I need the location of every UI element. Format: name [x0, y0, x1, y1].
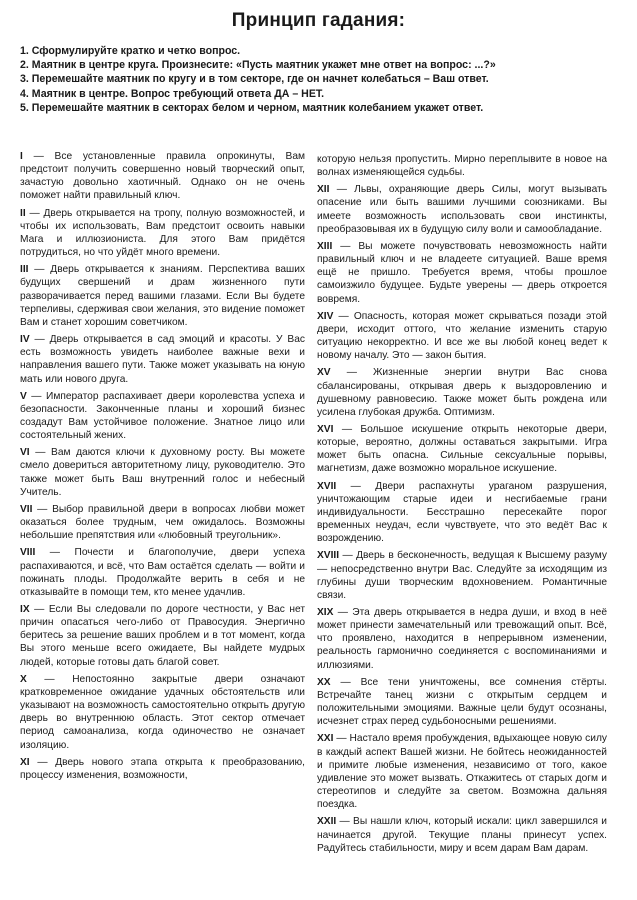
arcana-paragraph — [20, 546, 305, 599]
arcana-paragraph — [317, 366, 607, 419]
arcana-number: XVIII — [317, 550, 340, 562]
left-column — [20, 150, 305, 786]
arcana-text: — Большое искушение открыть некоторые двери, которые, вероятно, должны оставаться закрытыми. Игра может быть опасна. Сильные сексуальные порывы, магнетизм, даже возможно моральное искушение. — [317, 423, 607, 475]
arcana-number: X — [20, 673, 27, 685]
arcana-text: — Если Вы следовали по дороге честности, у Вас нет причин опасаться чего-либо от Правосудия. Энергично беритесь за решение ваших проблем и в тот момент, когда Вы этого меньше всего ожидаете, Вы найдете мудрых людей, которые готовы дать благой совет. — [20, 604, 305, 668]
step-item: 1. Сформулируйте кратко и четко вопрос. — [20, 45, 241, 57]
arcana-paragraph — [317, 310, 607, 363]
arcana-text: — Император распахивает двери королевства успеха и безопасности. Законченные планы и хороший бизнес создадут Вам устойчивое положение. Знатное лицо или состоятельный жених. — [20, 390, 305, 442]
arcana-text: — Дверь открывается в сад эмоций и красоты. У Вас есть возможность увидеть наиболее важные вехи и направления вашего пути. Также может указывать на юную мать или нового друга. — [20, 334, 305, 385]
arcana-paragraph — [317, 423, 607, 476]
arcana-paragraph — [317, 240, 607, 306]
arcana-paragraph — [317, 549, 607, 602]
instruction-steps — [20, 44, 620, 115]
arcana-text: — Дверь нового этапа открыта к преобразованию, процессу изменения, возможности, — [20, 756, 305, 781]
arcana-paragraph — [317, 480, 607, 546]
arcana-number: VII — [20, 503, 33, 515]
step-item: 3. Перемешайте маятник по кругу и в том секторе, где он начнет колебаться – Ваш ответ. — [20, 73, 489, 86]
arcana-paragraph — [317, 732, 607, 811]
arcana-paragraph — [20, 603, 305, 669]
arcana-number: XII — [317, 184, 330, 196]
arcana-paragraph — [317, 815, 607, 854]
arcana-text: — Все установленные правила опрокинуты, Вам предстоит получить совершенно новый творческий опыт, зачастую довольно хаотичный. Однако он не очень поможет найти правильный ключ. — [20, 151, 305, 202]
arcana-number: V — [20, 390, 27, 402]
arcana-number: II — [20, 207, 26, 219]
arcana-paragraph — [317, 606, 607, 672]
arcana-text: — Опасность, которая может скрываться позади этой двери, исходит оттого, что желание изменить старую ситуацию некорректно. И все же вы любой конец ведет к новому началу. Это — закон бытия. — [317, 310, 607, 362]
arcana-paragraph — [20, 333, 305, 386]
arcana-paragraph — [317, 676, 607, 729]
arcana-paragraph — [20, 150, 305, 203]
arcana-number: III — [20, 264, 29, 276]
arcana-text: — Вы можете почувствовать невозможность найти правильный ключ и не владеете ситуацией. Ваше время ещё не пришло. Требуется время, чтобы прошлое самоизжило будущее. Будьте уверены — дверь откроется вовремя. — [317, 240, 607, 305]
arcana-number: XVI — [317, 423, 334, 435]
arcana-number: XV — [317, 367, 331, 379]
page-title: Принцип гадания: — [231, 10, 406, 31]
arcana-text: — Жизненные энергии внутри Вас снова сбалансированы, открывая дверь к выздоровлению и душевному равновесию. Также может быть рождена или усилена глубокая дружба. Оптимизм. — [317, 367, 607, 418]
arcana-number: I — [20, 151, 23, 162]
step-item: 2. Маятник в центре круга. Произнесите: «Пусть маятник укажет мне ответ на вопрос: ...?» — [20, 59, 496, 72]
arcana-text: — Дверь открывается на тропу, полную возможностей, и чтобы их использовать, Вам предстоит освоить навыки Мага и иллюзиониста. Для этого Вам придётся потрудиться, но что уйдёт много времени. — [20, 207, 305, 259]
arcana-number: XXII — [317, 816, 337, 828]
arcana-paragraph — [20, 263, 305, 329]
arcana-text: — Вы нашли ключ, который искали: цикл завершился и начинается другой. Текущие планы принесут успех. Радуйтесь стабильности, миру и всем дарам Вам дарам. — [317, 816, 607, 854]
arcana-text: — Все тени уничтожены, все сомнения стёрты. Встречайте танец жизни с открытым сердцем и положительными эмоциями. Важные цели будут осознаны, исчезнет страх перед судьбоносными решениями. — [317, 676, 607, 728]
arcana-text: — Настало время пробуждения, вдыхающее новую силу в каждый аспект Вашей жизни. Не бойтесь неожиданностей и примите любые изменения, независимо от того, какое удивление это может вызвать. Откажитесь от старых догм и стереотипов и следуйте за светом. Возможна дальняя поездка. — [317, 733, 607, 811]
arcana-number: XI — [20, 756, 30, 768]
arcana-paragraph — [20, 390, 305, 443]
arcana-text: — Дверь в бесконечность, ведущая к Высшему разуму — непосредственно внутри Вас. Следуйте за исходящим из глубины души творческим вдохновением. Романтичные связи. — [317, 550, 607, 601]
arcana-paragraph — [20, 446, 305, 499]
arcana-text: — Почести и благополучие, двери успеха распахиваются, и всё, что Вам остаётся сделать — войти и пожинать плоды. Продолжайте верить в себя и не отказывайте в помощи тем, кто менее удачлив. — [20, 547, 305, 598]
arcana-number: VIII — [20, 547, 36, 559]
arcana-text: — Львы, охраняющие дверь Силы, могут вызывать опасение или быть вашими лучшими союзниками. Вы имеете возможность использовать свои инстинкты, преобразовывая их в будущую силу воли и самообладание. — [317, 184, 607, 235]
arcana-text: — Выбор правильной двери в вопросах любви может оказаться более трудным, чем ожидалось. Возможны небольшие препятствия или «любовный треугольник». — [20, 503, 305, 542]
arcana-text: — Дверь открывается к знаниям. Перспектива ваших будущих свершений и драм жизненного пути разворачивается перед вашими глазами. Если Вы будете терпеливы, сдерживая свои желания, это видение поможет Вам и станет хорошим советчиком. — [20, 264, 305, 328]
arcana-paragraph — [20, 756, 305, 782]
arcana-paragraph — [20, 503, 305, 542]
step-item: 4. Маятник в центре. Вопрос требующий ответа ДА – НЕТ. — [20, 87, 325, 100]
arcana-paragraph — [20, 673, 305, 752]
arcana-number: VI — [20, 447, 30, 459]
arcana-paragraph — [20, 207, 305, 260]
arcana-paragraph — [317, 183, 607, 236]
arcana-number: XX — [317, 676, 331, 688]
arcana-number: XIV — [317, 310, 334, 322]
arcana-number: IX — [20, 604, 30, 615]
arcana-text: — Двери распахнуты ураганом разрушения, уничтожающим старые идеи и несгибаемые грани индивидуальности. Бесстрашно пересекайте порог временных неудач, если чувствуете, что это ведёт Вас к возрождению. — [317, 480, 607, 545]
arcana-number: XIII — [317, 240, 333, 252]
arcana-text: — Непостоянно закрытые двери означают кратковременное ожидание удачных обстоятельств или указывают на возможность самостоятельно открыть другую дверь во внутреннюю область. Этот сектор отмечает период самоанализа, когда одиночество не означает изоляцию. — [20, 673, 305, 751]
arcana-number: XIX — [317, 607, 334, 618]
right-column — [317, 153, 607, 859]
continued-text: которую нельзя пропустить. Мирно переплывите в новое на волнах изменяющейся судьбы. — [317, 154, 607, 179]
arcana-text: — Вам даются ключи к духовному росту. Вы можете смело довериться авторитетному лицу, руководителю. Это также может быть Ваш внутренний голос и небесный Учитель. — [20, 447, 305, 498]
arcana-number: XXI — [317, 733, 334, 745]
arcana-number: XVII — [317, 480, 337, 492]
arcana-number: IV — [20, 334, 30, 346]
arcana-text: — Эта дверь открывается в недра души, и вход в неё может принести замечательный или тревожащий опыт. Всё, что проявлено, находится в непрерывном изменении, реальность гармонично соединяется с воспоминаниями и иллюзиями. — [317, 607, 607, 671]
step-item: 5. Перемешайте маятник в секторах белом и черном, маятник колебанием укажет ответ. — [20, 101, 484, 114]
